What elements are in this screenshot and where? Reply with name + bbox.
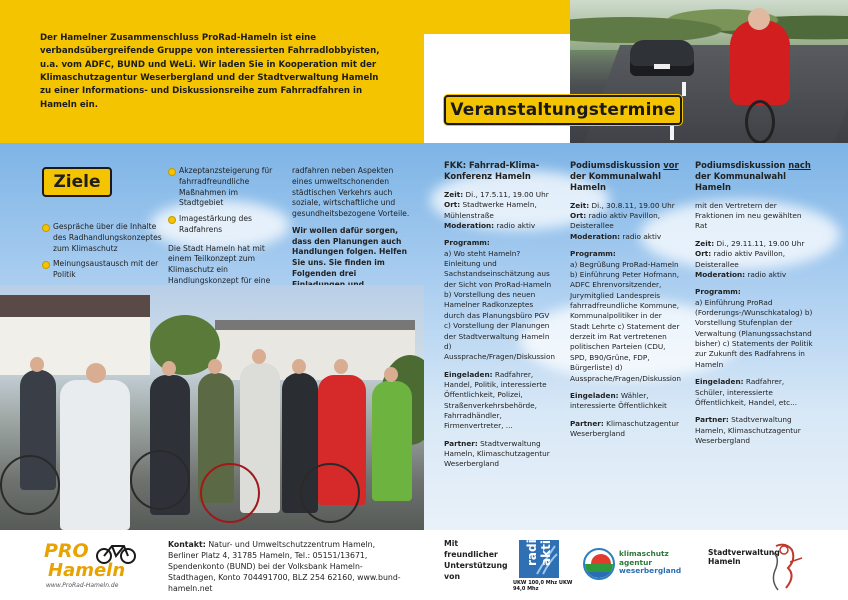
event-title-underlined: vor [663, 160, 679, 170]
moderation-value: radio aktiv [622, 231, 662, 241]
moderation-label: Moderation: [695, 269, 746, 279]
event-programm [695, 287, 813, 370]
event-title [695, 160, 813, 193]
bike-wheel [130, 450, 190, 510]
radio-name: radio aktiv [525, 531, 553, 566]
event-title: FKK: Fahrrad-Klima-Konferenz Hameln [444, 160, 540, 181]
ziele-paragraph-2: radfahren neben Aspekten eines umweltschonenden städtischen Verkehrs auch soziale, wirtschaftliche und gesundheitsbezogene Vorteile. [292, 166, 410, 219]
bike-wheel [745, 100, 775, 143]
zeit-value: Di., 29.11.11, 19.00 Uhr [716, 238, 805, 248]
partner-label: Partner: [444, 438, 478, 448]
prorad-logo [44, 540, 144, 592]
event-eingeladen [695, 377, 813, 408]
house [0, 295, 150, 375]
event-title-part: Podiumsdiskussion [695, 160, 789, 170]
ziele-paragraph-1: Die Stadt Hameln hat mit einem Teilkonzept zum Klimaschutz ein Handlungskonzept für eine [168, 243, 271, 286]
road [580, 45, 848, 143]
klima-line-2: agentur [619, 557, 652, 567]
ort-value: radio aktiv Pavillon, Deisterallee [695, 249, 786, 269]
event-details [570, 201, 680, 242]
lane-marking [670, 126, 674, 140]
ort-label: Ort: [570, 211, 587, 221]
car-plate [654, 64, 670, 69]
programm-label: Programm: [570, 249, 616, 259]
person-head [86, 363, 106, 383]
group-photo [0, 285, 424, 530]
klima-line-1: klimaschutz [619, 549, 669, 558]
trees [570, 0, 848, 50]
moderation-label: Moderation: [444, 220, 495, 230]
partner-value: Klimaschutzagentur Weserbergland [570, 418, 680, 438]
event-partner [570, 419, 680, 440]
moderation-label: Moderation: [570, 231, 621, 241]
partner-value: Stadtverwaltung Hameln, Klimaschutzagentur Weserbergland [695, 415, 801, 445]
person-head [252, 349, 266, 364]
event-eingeladen [444, 370, 556, 432]
car [630, 40, 694, 76]
klima-line-3: weserbergland [619, 566, 682, 576]
partner-label: Partner: [570, 418, 604, 428]
title-box [444, 95, 682, 125]
klima-icon-red [591, 554, 611, 564]
partner-value: Stadtverwaltung Hameln, Klimaschutzagentur Weserbergland [444, 438, 550, 469]
person-head [384, 367, 398, 382]
programm-value: a) Einführung ProRad (Forderungs-/Wunschkatalog) b) Vorstellung Stufenplan der Verwaltung (Planungssachstand bisher) c) Statements der Politik zur Zukunft des Radfahrens in Hameln [695, 297, 813, 369]
event-column-2 [570, 160, 680, 446]
event-title-underlined: nach [788, 160, 811, 170]
cyclist [730, 20, 790, 105]
ziele-heading: Ziele [53, 172, 101, 192]
person-raincoat [60, 380, 130, 530]
event-details [695, 239, 813, 280]
klima-icon-green [585, 564, 615, 572]
intro-text: Der Hamelner Zusammenschluss ProRad-Hameln ist eine verbandsübergreifende Gruppe von interessierten Fahrradlobbyisten, u.a. vom ADFC, BUND und WeLi. Wir laden Sie in Kooperation mit der Klimaschutzagentur Weserbergland und der Stadtverwaltung Hameln zu einer Informations- und Diskussionsreihe zum Fahrradfahren in Hameln ein. [40, 33, 380, 110]
event-title [570, 160, 680, 193]
zeit-label: Zeit: [570, 200, 590, 210]
cyclist-head [748, 8, 770, 30]
event-column-3 [695, 160, 813, 453]
stadt-text: Stadtverwaltung Hameln [708, 548, 780, 567]
logo-hameln-text: Hameln [48, 560, 126, 581]
logo-pro-text: PRO [44, 540, 89, 562]
event-title-part: der Kommunalwahl Hameln [695, 170, 786, 192]
person-head [162, 361, 176, 376]
programm-value: a) Begrüßung ProRad-Hameln b) Einführung Peter Hofmann, ADFC Ehrenvorsitzender, Jurymitglied Landespreis fahrradfreundliche Kommune, Kommunalpolitiker in der Stadt Lehrte c) Statement der derzeit im Rat vertretenen politischen Parteien (CDU, SPD, B90/Grüne, FDP, Bürgerliste) d) Aussprache/Fragen/Diskussion [570, 259, 682, 383]
stadtverwaltung-logo [708, 544, 808, 590]
klima-icon-blue [585, 572, 615, 580]
event-eingeladen [570, 391, 680, 412]
person-head [208, 359, 222, 374]
zeit-value: Di., 17.5.11, 19.00 Uhr [465, 189, 549, 199]
ziele-box [42, 167, 112, 197]
eingeladen-value: Radfahrer, Handel, Politik, interessierte Öffentlichkeit, Polizei, Straßenverkehrsbehörde, Fahrradhändler, Firmenvertreter, ... [444, 369, 547, 431]
event-programm [570, 249, 680, 384]
bike-wheel [300, 463, 360, 523]
zeit-label: Zeit: [695, 238, 715, 248]
accent-strip [424, 0, 571, 34]
moderation-value: radio aktiv [747, 269, 787, 279]
person-head [30, 357, 44, 372]
event-partner [444, 439, 556, 470]
support-text: Mit freundlicher Unterstützung von [444, 539, 508, 582]
programm-label: Programm: [444, 238, 490, 248]
bike-wheel [0, 455, 60, 515]
eingeladen-value: Wähler, interessierte Öffentlichkeit [570, 390, 667, 411]
programm-label: Programm: [695, 287, 741, 297]
rat-catcher-icon [756, 542, 804, 592]
kontakt-label: Kontakt: [168, 540, 206, 549]
event-title-part: der Kommunalwahl Hameln [570, 170, 661, 192]
bullet-item: Gespräche über die Inhalte des Radhandlungskonzeptes zum Klimaschutz [42, 222, 162, 254]
person-head [334, 359, 348, 374]
eingeladen-label: Eingeladen: [695, 377, 744, 387]
radio-aktiv-logo [513, 531, 573, 593]
logo-url[interactable]: www.ProRad-Hameln.de [46, 582, 119, 589]
eingeladen-value: Radfahrer, Schüler, interessierte Öffentlichkeit, Handel, etc... [695, 377, 798, 407]
event-title-part: Podiumsdiskussion [570, 160, 664, 170]
ort-label: Ort: [695, 249, 712, 259]
programm-value: a) Wo steht Hameln? Einleitung und Sachstandseinschätzung aus der Sicht von ProRad-Hameln b) Vorstellung des neuen Hamelner Radkonzeptes durch das Planungsbüro PGV c) Vorstellung der Planungen der Stadtverwaltung Hameln d) Aussprache/Fragen/Diskussion [444, 248, 556, 362]
bullet-item: Akzeptanzsteigerung für fahrradfreundliche Maßnahmen im Stadtgebiet [168, 166, 280, 209]
event-column-1 [444, 160, 556, 477]
person-head [292, 359, 306, 374]
bullet-item: Meinungsaustausch mit der Politik [42, 259, 162, 281]
ort-label: Ort: [444, 200, 461, 210]
lane-marking [682, 82, 686, 96]
klima-icon [583, 548, 615, 580]
page-title: Veranstaltungstermine [450, 100, 676, 120]
ziele-bullets [42, 222, 162, 286]
klimaschutzagentur-logo [583, 546, 693, 586]
ort-value: radio aktiv Pavillon, Deisterallee [570, 211, 661, 231]
bullet-item: Imagestärkung des Radfahrens [168, 214, 280, 236]
zeit-label: Zeit: [444, 189, 464, 199]
klima-text [619, 550, 681, 576]
event-details [444, 190, 556, 231]
person-green-jacket [372, 381, 412, 501]
event-intro: mit den Vertretern der Fraktionen im neu gewählten Rat [695, 200, 802, 231]
ziele-paragraph-3: Wir wollen dafür sorgen, dass den Planungen auch Handlungen folgen. Helfen Sie uns. Sie finden im Folgenden drei [292, 225, 407, 279]
ort-value: Stadtwerke Hameln, Mühlenstraße [444, 200, 537, 220]
eingeladen-label: Eingeladen: [444, 369, 493, 379]
radio-frequency: UKW 100,0 Mhz UKW 94,0 Mhz [513, 580, 573, 593]
moderation-value: radio aktiv [496, 220, 536, 230]
eingeladen-label: Eingeladen: [570, 390, 619, 400]
footer-contact [168, 539, 408, 594]
event-partner [695, 415, 813, 446]
event-programm [444, 238, 556, 362]
zeit-value: Di., 30.8.11, 19.00 Uhr [591, 200, 675, 210]
bike-wheel [200, 463, 260, 523]
partner-label: Partner: [695, 415, 729, 425]
kontakt-value: Natur- und Umweltschutzzentrum Hameln, Berliner Platz 4, 31785 Hameln, Tel.: 05151/13671, Spendenkonto (BUND) bei der Volksbank Hameln-Stadthagen, Konto 704491700, BLZ 254 62160, www.bund-hameln.net [168, 540, 401, 594]
